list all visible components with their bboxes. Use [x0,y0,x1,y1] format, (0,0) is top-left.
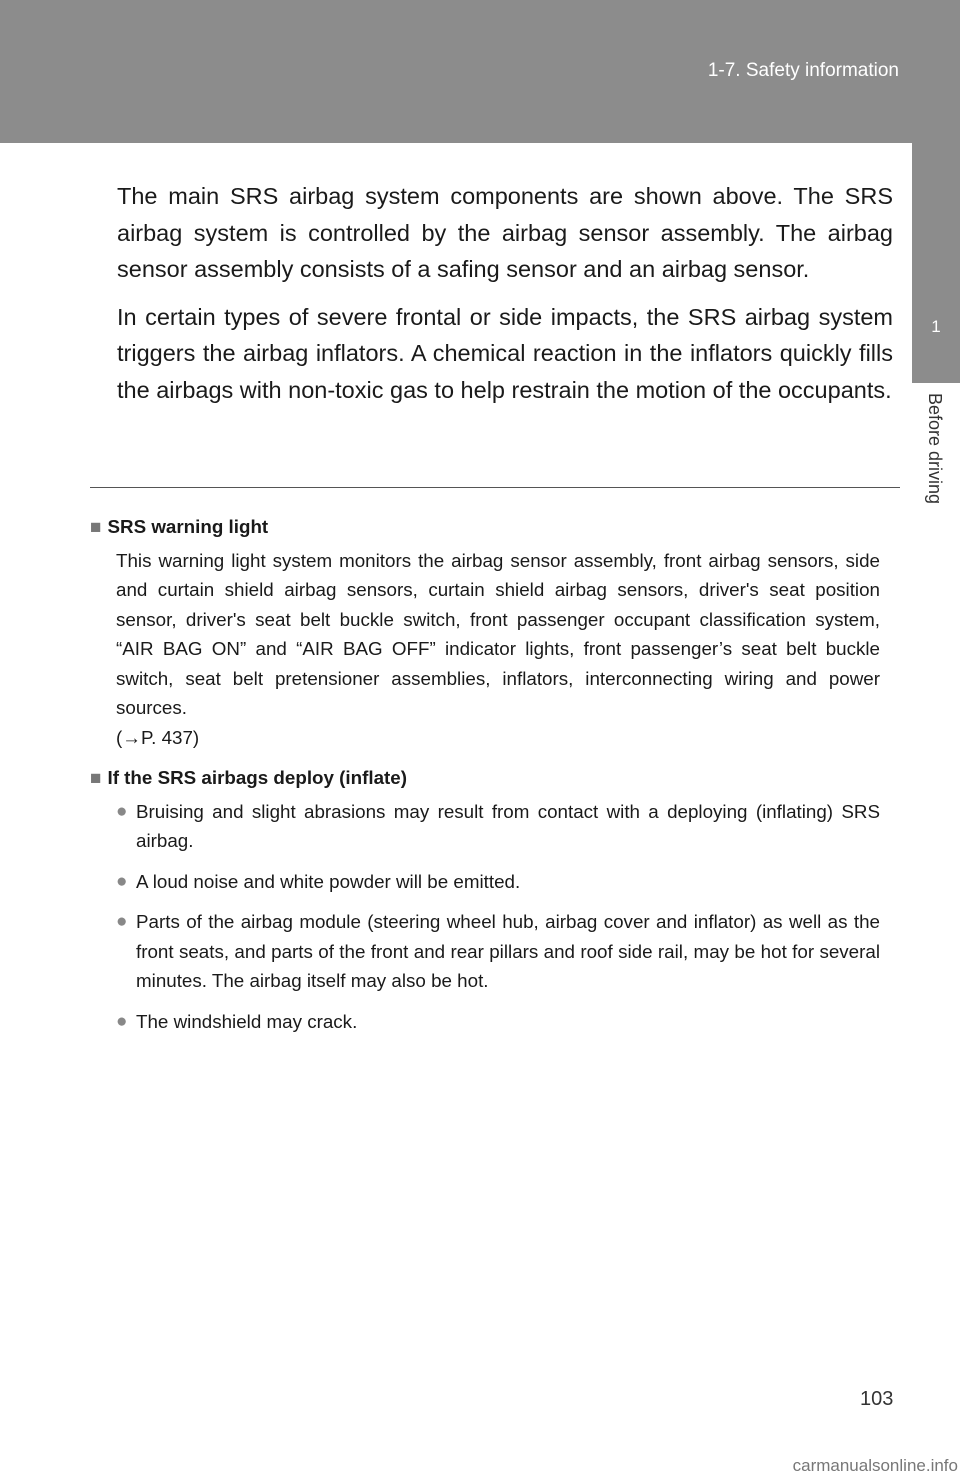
intro-paragraph-1: The main SRS airbag system components are shown above. The SRS airbag system is controlled by the airbag sensor assembly. The airbag sensor assembly consists of a safing sensor and an airbag sensor. [117,183,893,282]
page-header [0,0,960,143]
square-bullet-icon: ■ [90,517,102,538]
page-number: 103 [860,1388,894,1410]
page-reference: (→P. 437) [116,726,200,748]
chapter-label: Before driving [925,393,945,505]
square-bullet-icon: ■ [90,768,102,789]
chapter-number: 1 [931,317,941,336]
note-body-warning-light: This warning light system monitors the airbag sensor assembly, front airbag sensors, side and curtain shield airbag sensors, curtain shield airbag sensors, driver's seat position sensor, driver's seat belt buckle switch, front passenger occupant classification system, “AIR BAG ON” and “AIR BAG OFF” indicator lights, front passenger’s seat belt buckle switch, seat belt pretensioner assemblies, inflators, interconnecting wiring and power sources. (→P. 437) [116,549,880,748]
list-item: ● The windshield may crack. [116,1007,880,1037]
intro-paragraph-2: In certain types of severe frontal or side impacts, the SRS airbag system triggers the airbag inflators. A chemical reaction in the inflators quickly fills the airbags with non-toxic gas to help restrain the motion of the occupants. [117,303,893,403]
circle-bullet-icon: ● [116,911,128,932]
list-item: ● A loud noise and white powder will be emitted. [116,867,880,897]
circle-bullet-icon: ● [116,870,128,892]
chapter-tab [912,295,960,383]
watermark: carmanualsonline.info [792,1456,958,1475]
notes-section [90,512,880,1047]
circle-bullet-icon: ● [116,1010,128,1032]
note-title-warning-light: ■ SRS warning light [90,516,269,538]
intro-text [117,178,893,419]
circle-bullet-icon: ● [116,800,128,822]
list-item: ● Parts of the airbag module (steering wheel hub, airbag cover and inflator) as well as the front seats, and parts of the front and rear pillars and roof side rail, may be hot for several minutes. The airbag itself may also be hot. [116,907,880,996]
note-title-deploy: ■ If the SRS airbags deploy (inflate) [90,767,407,789]
divider [90,487,900,488]
section-title: 1-7. Safety information [707,60,899,81]
list-item: ● Bruising and slight abrasions may result from contact with a deploying (inflating) SRS airbag. [116,797,880,856]
